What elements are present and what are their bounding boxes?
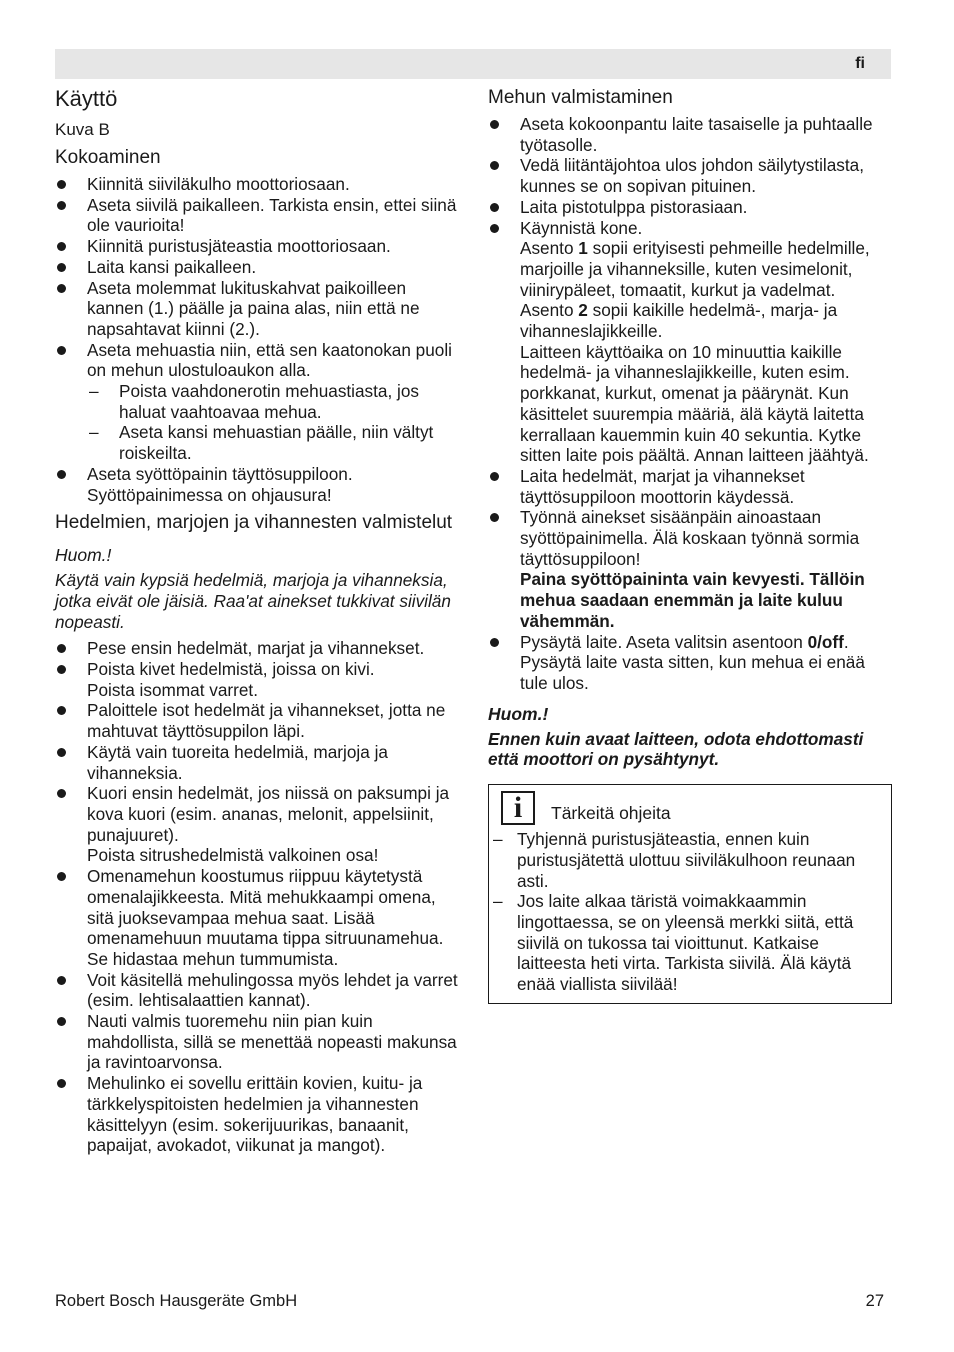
note-heading: Huom.! (55, 545, 112, 566)
prep-list (55, 638, 465, 1156)
list-item (55, 970, 465, 1011)
footer-company: Robert Bosch Hausgeräte GmbH (55, 1292, 298, 1310)
list-item-line: Käynnistä kone. (520, 217, 643, 238)
info-box-title: Tärkeitä ohjeita (551, 802, 671, 823)
info-list (489, 829, 883, 995)
list-item-text: Aseta mehuastia niin, että sen kaatonokan puoli on mehun ulostuloaukon alla. (87, 339, 452, 381)
info-box-header (501, 791, 883, 825)
right-column (488, 86, 892, 1004)
speed-description: sopii erityisesti pehmeille hedelmille, marjoille ja vihanneksille, kuten vesimelonit, viinirypäleet, tomaatit, kurkut ja vadelmat. (520, 238, 870, 300)
speed-label: Asento (520, 300, 579, 321)
note-text: Ennen kuin avaat laitteen, odota ehdottomasti että moottori on pysähtynyt. (488, 728, 864, 770)
info-list-item: – Tyhjennä puristusjäteastia, ennen kuin puristusjätettä ulottuu siiviläkulhoon reunaan asti. (489, 829, 883, 891)
juicing-heading: Mehun valmistaminen (488, 87, 673, 108)
juicing-list (488, 114, 892, 694)
list-item: Aseta molemmat lukituskahvat paikoilleen kannen (1.) päälle ja paina alas, niin että ne napsahtavat kiinni (2.). (55, 278, 465, 340)
stop-text: Pysäytä laite. Aseta valitsin asentoon (520, 631, 808, 652)
list-item (488, 632, 892, 694)
list-item-line: Paloittele isot hedelmät ja vihannekset, jotta ne mahtuvat täyttösuppilon läpi. (87, 700, 446, 742)
list-item: Kiinnitä siiviläkulho moottoriosaan. (55, 174, 465, 195)
stop-suffix: . (843, 631, 849, 652)
list-item (55, 1073, 465, 1156)
list-item-line: Poista isommat varret. (87, 679, 258, 700)
language-code: fi (855, 55, 865, 72)
sub-list-item: – Aseta kansi mehuastian päälle, niin vältyt roiskeilta. (87, 422, 465, 463)
page-title: Käyttö (55, 86, 118, 111)
list-item (55, 1011, 465, 1073)
list-item: Laita pistotulppa pistorasiaan. (488, 197, 892, 218)
info-box (488, 784, 892, 1004)
list-item (488, 507, 892, 631)
list-item (55, 340, 465, 464)
runtime-text: Laitteen käyttöaika on 10 minuuttia kaikille hedelmä- ja vihanneslajikkeille, kuten esim. porkkanat, kurkut, omenat ja päärynät. Kun käsittelet suurempia määriä, älä käytä laitetta kerrallaan kauemmin kuin 40 sekuntia. Kytke sitten laite pois päältä. Annan laitteen jäähtyä. (520, 341, 869, 466)
list-item-line: Mehulinko ei sovellu erittäin kovien, kuitu- ja tärkkelyspitoisten hedelmien ja vihannesten käsittelyyn (esim. sokerijuurikas, banaanit, papaijat, avokadot, viikunat ja mangot). (87, 1073, 423, 1156)
list-item-line: Käytä vain tuoreita hedelmiä, marjoja ja vihanneksia. (87, 741, 388, 783)
list-item (55, 638, 465, 659)
info-list-item: – Jos laite alkaa täristä voimakkaammin lingottaessa, se on yleensä merkki siitä, että siivilä on tukossa tai vioittunut. Katkaise laitteesta heti virta. Tarkista siivilä. Älä käytä enää viallista siivilää! (489, 891, 883, 995)
list-item (55, 700, 465, 741)
list-item (55, 866, 465, 970)
list-item: Laita kansi paikalleen. (55, 257, 465, 278)
bold-instruction: Paina syöttöpaininta vain kevyesti. Tällöin mehua saadaan enemmän ja laite kuluu vähemmän. (520, 569, 865, 631)
left-column (55, 86, 465, 1156)
assembly-heading: Kokoaminen (55, 147, 161, 168)
list-item: Kiinnitä puristusjäteastia moottoriosaan. (55, 236, 465, 257)
assembly-list (55, 174, 465, 505)
prep-heading: Hedelmien, marjojen ja vihannesten valmistelut (55, 512, 453, 534)
info-icon: i (501, 791, 535, 825)
list-item-line: Poista kivet hedelmistä, joissa on kivi. (87, 659, 375, 680)
list-item: Laita hedelmät, marjat ja vihannekset täyttösuppiloon moottorin käydessä. (488, 466, 892, 507)
list-item-line: Syöttöpainimessa on ohjausura! (87, 484, 332, 505)
speed-description: sopii kaikille hedelmä-, marja- ja vihanneslajikkeille. (520, 300, 838, 342)
off-position: 0/off (807, 631, 844, 652)
list-item-line: Omenamehun koostumus riippuu käytetystä omenalajikkeesta. Mitä mehukkaampi omena, sitä juoksevampaa mehua saat. Lisää omenamehuun muutama tippa sitruunamehua. Se hidastaa mehun tummumista. (87, 866, 444, 969)
list-item: Aseta siivilä paikalleen. Tarkista ensin, ettei siinä ole vaurioita! (55, 195, 465, 236)
list-item (55, 742, 465, 783)
list-item-line (520, 632, 892, 653)
figure-reference: Kuva B (55, 120, 110, 139)
list-item (55, 464, 465, 505)
speed-2-text (520, 300, 892, 341)
header-bar (55, 49, 891, 79)
list-item-line: Kuori ensin hedelmät, jos niissä on paksumpi ja kova kuori (esim. ananas, melonit, appelsiinit, punajuuret). (87, 783, 450, 845)
list-item: Vedä liitäntäjohtoa ulos johdon säilytystilasta, kunnes se on sopivan pituinen. (488, 155, 892, 196)
speed-number: 2 (578, 300, 588, 321)
list-item-text: Työnnä ainekset sisäänpäin ainoastaan syöttöpainimella. Älä koskaan työnnä sormia täyttösuppiloon! (520, 507, 860, 569)
sub-list-item: – Poista vaahdonerotin mehuastiasta, jos haluat vaahtoavaa mehua. (87, 381, 465, 422)
list-item (488, 218, 892, 466)
list-item-line: Nauti valmis tuoremehu niin pian kuin mahdollista, sillä se menettää nopeasti makunsa ja ravintoarvonsa. (87, 1011, 457, 1073)
speed-label: Asento (520, 238, 579, 259)
sub-list (87, 381, 465, 464)
page-number: 27 (865, 1292, 884, 1310)
note-heading: Huom.! (488, 703, 549, 724)
list-item-line: Poista sitrushedelmistä valkoinen osa! (87, 845, 379, 866)
list-item (55, 659, 465, 700)
list-item-line: Voit käsitellä mehulingossa myös lehdet ja varret (esim. lehtisalaattien kannat). (87, 969, 458, 1011)
speed-number: 1 (578, 238, 588, 259)
list-item: Aseta kokoonpantu laite tasaiselle ja puhtaalle työtasolle. (488, 114, 892, 155)
list-item-line: Aseta syöttöpainin täyttösuppiloon. (87, 463, 353, 484)
list-item-line: Pysäytä laite vasta sitten, kun mehua ei enää tule ulos. (520, 652, 865, 693)
speed-1-text (520, 238, 892, 300)
list-item-line: Pese ensin hedelmät, marjat ja vihannekset. (87, 638, 425, 659)
list-item (55, 783, 465, 866)
note-text: Käytä vain kypsiä hedelmiä, marjoja ja vihanneksia, jotka eivät ole jäisiä. Raa'at ainekset tukkivat siivilän nopeasti. (55, 570, 451, 632)
